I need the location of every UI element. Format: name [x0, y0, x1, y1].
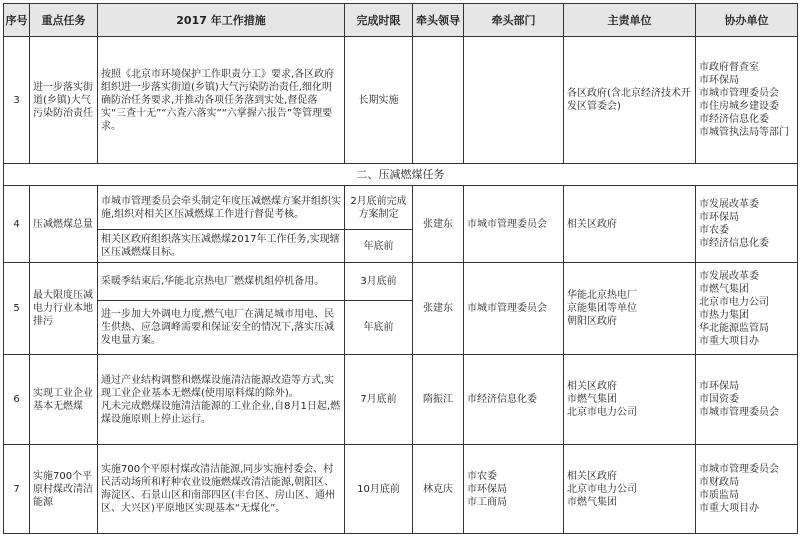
- section-title: 二、压减燃煤任务: [4, 164, 798, 186]
- row-lead-dept: 市城市管理委员会: [464, 263, 564, 355]
- row-main-unit: 相关区政府: [564, 186, 696, 263]
- row-leader: 林克庆: [413, 445, 464, 534]
- row-measure: 相关区政府组织落实压减燃煤2017年工作任务,实现辖区压减燃煤目标。: [98, 230, 345, 263]
- row-task: 实现工业企业基本无燃煤: [30, 355, 98, 445]
- row-num: 3: [4, 37, 30, 164]
- row-leader: 隋振江: [413, 355, 464, 445]
- row-task: 压减燃煤总量: [30, 186, 98, 263]
- row-assist-unit: 市发展改革委 市环保局 市农委 市经济信息化委: [696, 186, 798, 263]
- row-measure: 实施700个平原村煤改清洁能源,同步实施村委会、村民活动场所和籽种农业设施燃煤改清洁能源,朝阳区、海淀区、石景山区和南部四区(丰台区、房山区、通州区、大兴区)平原地区实现基本“无煤化”。: [98, 445, 345, 534]
- header-main-unit: 主责单位: [564, 4, 696, 37]
- row-num: 5: [4, 263, 30, 355]
- row-measure: 市城市管理委员会牵头制定年度压减燃煤方案并组织实施,组织对相关区压减燃煤工作进行督促考核。: [98, 186, 345, 230]
- table-row: [4, 445, 798, 534]
- header-deadline: 完成时限: [345, 4, 413, 37]
- row-task: 实施700个平原村煤改清洁能源: [30, 445, 98, 534]
- row-measure: 通过产业结构调整和燃煤设施清洁能源改造等方式,实现工业企业基本无燃煤(使用原料煤的除外)。 凡未完成燃煤设施清洁能源的工业企业,自8月1日起,燃煤设施原则上停止运行。: [98, 355, 345, 445]
- header-seq: 序号: [4, 4, 30, 37]
- row-measure: 进一步加大外调电力度,燃气电厂在满足城市用电、民生供热、应急调峰需要和保证安全的情况下,落实压减发电量方案。: [98, 301, 345, 355]
- work-measures-table: [3, 3, 798, 534]
- row-lead-dept: 市农委 市环保局 市工商局: [464, 445, 564, 534]
- row-task: 最大限度压减电力行业本地排污: [30, 263, 98, 355]
- row-deadline: 10月底前: [345, 445, 413, 534]
- row-main-unit: 相关区政府 市燃气集团 北京市电力公司: [564, 355, 696, 445]
- header-lead-dept: 牵头部门: [464, 4, 564, 37]
- row-main-unit: 华能北京热电厂 京能集团等单位 朝阳区政府: [564, 263, 696, 355]
- table-row: [4, 263, 798, 301]
- row-num: 7: [4, 445, 30, 534]
- row-measure: 按照《北京市环境保护工作职责分工》要求,各区政府组织进一步落实街道(乡镇)大气污染防治责任,细化明确防治任务要求,并推动各项任务落到实处,督促落实“三查十无”“六查六落实”“六掌握六报告”等管理要求。: [98, 37, 345, 164]
- row-assist-unit: 市政府督查室 市环保局 市城市管理委员会 市住房城乡建设委 市经济信息化委 市城管执法局等部门: [696, 37, 798, 164]
- row-deadline: 年底前: [345, 301, 413, 355]
- row-num: 6: [4, 355, 30, 445]
- row-assist-unit: 市城市管理委员会 市财政局 市质监局 市重大项目办: [696, 445, 798, 534]
- header-leader: 牵头领导: [413, 4, 464, 37]
- row-leader: [413, 37, 464, 164]
- row-measure: 采暖季结束后,华能北京热电厂燃煤机组停机备用。: [98, 263, 345, 301]
- row-assist-unit: 市环保局 市国资委 市城市管理委员会: [696, 355, 798, 445]
- header-measures: 2017 年工作措施: [98, 4, 345, 37]
- table-row: [4, 37, 798, 164]
- row-deadline: 3月底前: [345, 263, 413, 301]
- header-assist-unit: 协办单位: [696, 4, 798, 37]
- row-main-unit: 各区政府(含北京经济技术开发区管委会): [564, 37, 696, 164]
- document-page: [3, 3, 797, 550]
- row-lead-dept: 市经济信息化委: [464, 355, 564, 445]
- section-row: [4, 164, 798, 186]
- row-leader: 张建东: [413, 263, 464, 355]
- row-assist-unit: 市发展改革委 市燃气集团 北京市电力公司 市热力集团 华北能源监管局 市重大项目办: [696, 263, 798, 355]
- row-lead-dept: [464, 37, 564, 164]
- row-deadline: 年底前: [345, 230, 413, 263]
- row-deadline: 7月底前: [345, 355, 413, 445]
- row-deadline: 长期实施: [345, 37, 413, 164]
- row-leader: 张建东: [413, 186, 464, 263]
- header-task: 重点任务: [30, 4, 98, 37]
- row-num: 4: [4, 186, 30, 263]
- row-lead-dept: 市城市管理委员会: [464, 186, 564, 263]
- table-row: [4, 355, 798, 445]
- header-row: [4, 4, 798, 37]
- row-main-unit: 相关区政府 北京市电力公司 市燃气集团: [564, 445, 696, 534]
- table-row: [4, 186, 798, 230]
- row-deadline: 2月底前完成方案制定: [345, 186, 413, 230]
- row-task: 进一步落实街道(乡镇)大气污染防治责任: [30, 37, 98, 164]
